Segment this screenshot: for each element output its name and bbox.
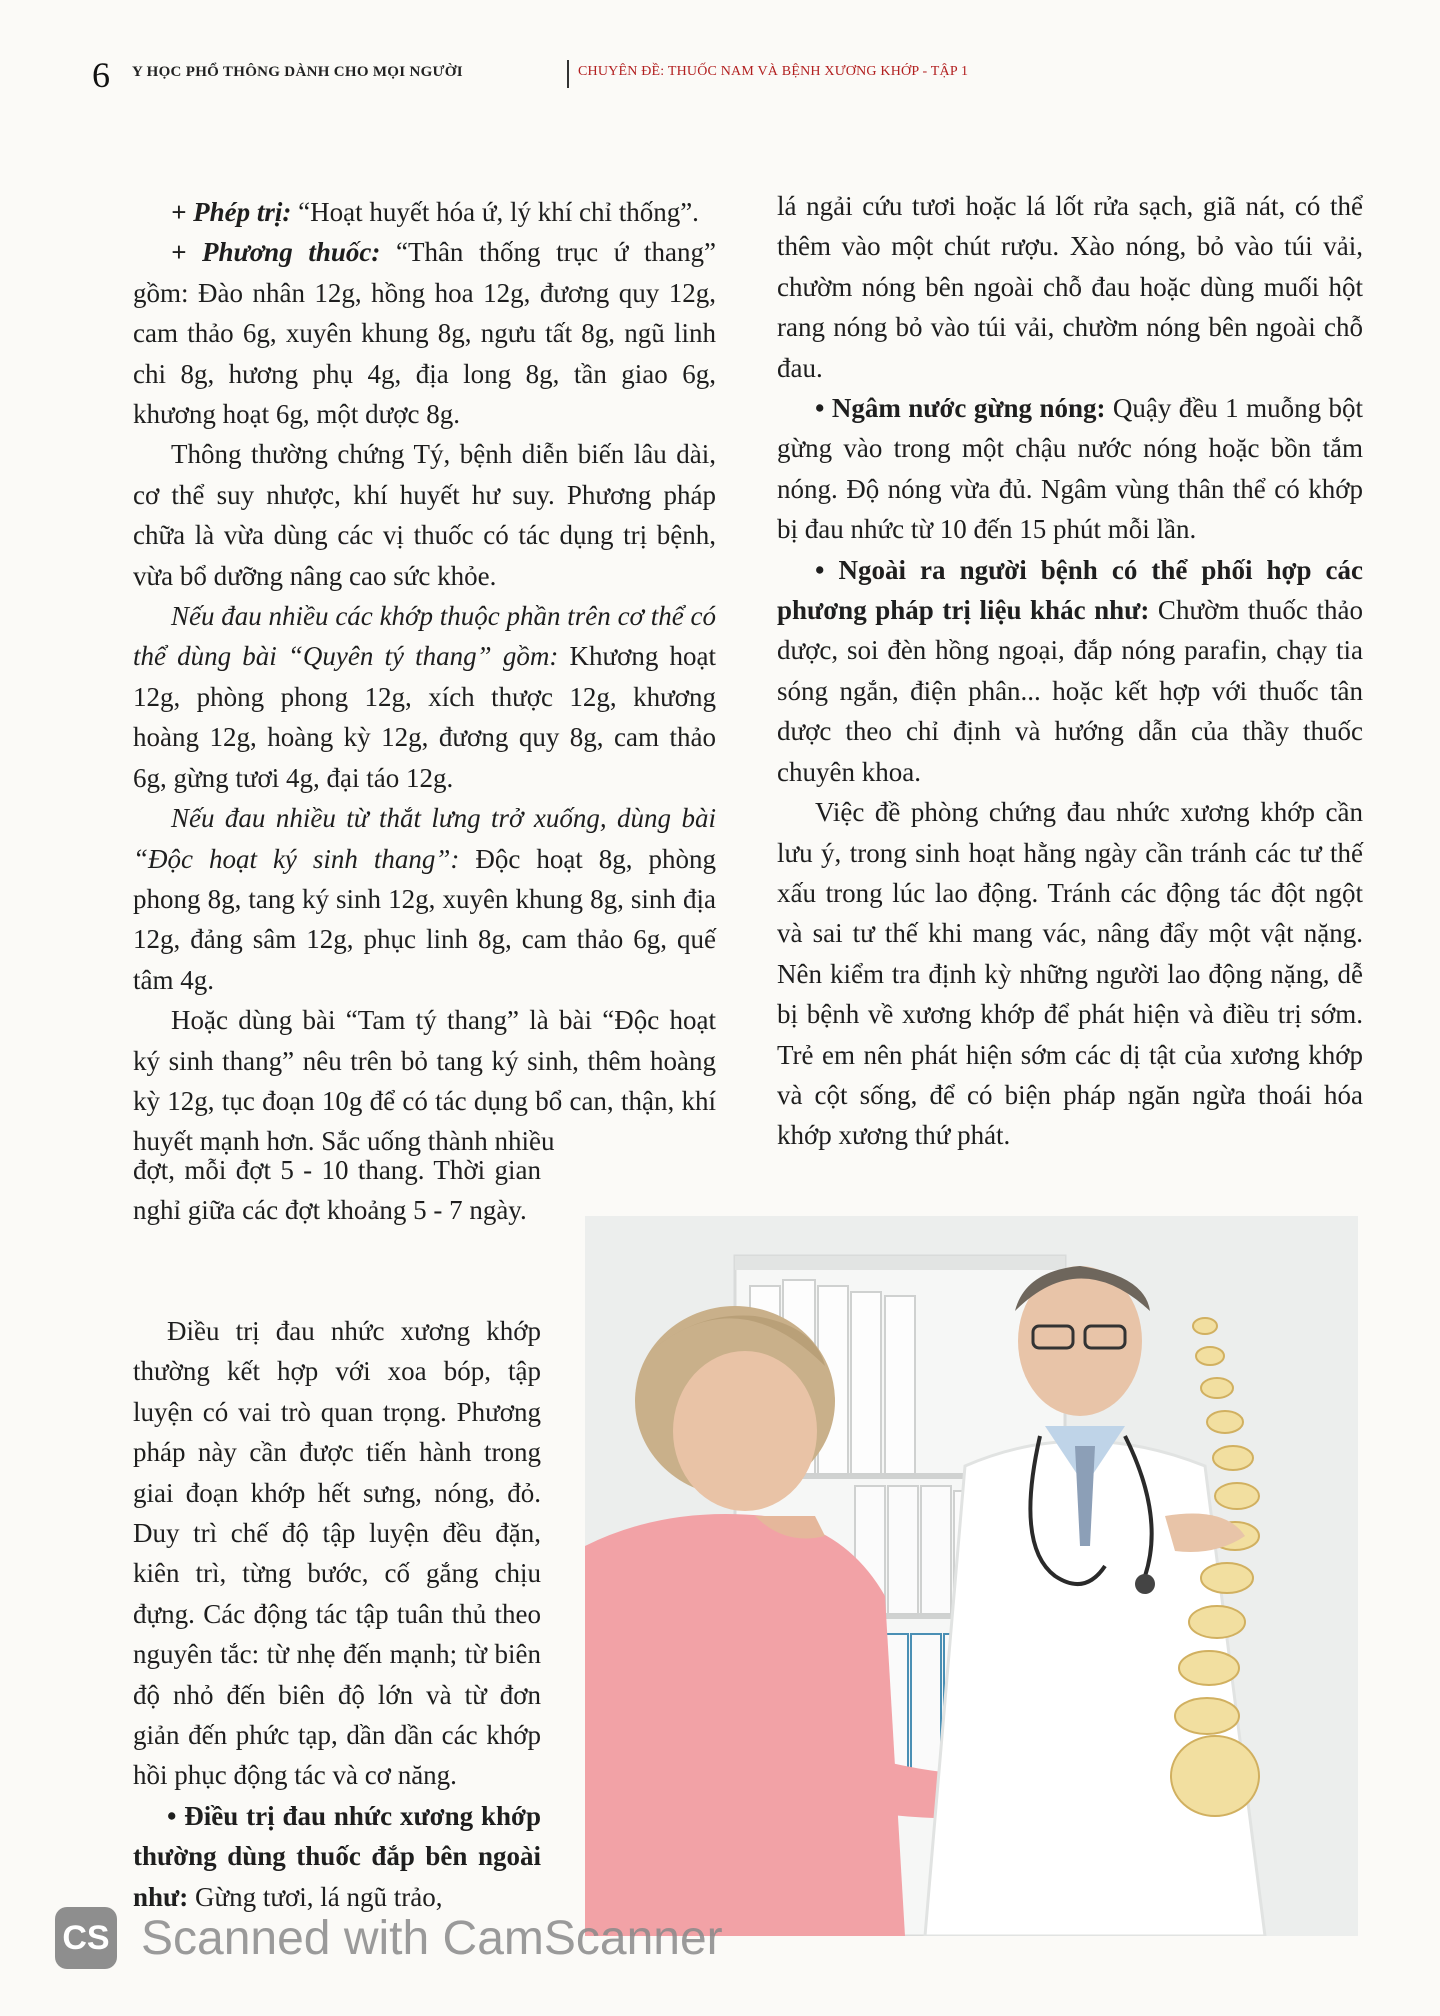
- scanner-watermark: [55, 1907, 755, 1967]
- photo-illustration: [585, 1216, 1358, 1936]
- left-column: [133, 192, 716, 1162]
- paragraph-ty-syndrome: Thông thường chứng Tý, bệnh diễn biến lâu dài, cơ thể suy nhược, khí huyết hư suy. Phương pháp chữa là vừa dùng các vị thuốc có tác dụng trị bệnh, vừa bổ dưỡng nâng cao sức khỏe.: [133, 439, 716, 591]
- series-title: Y HỌC PHỔ THÔNG DÀNH CHO MỌI NGƯỜI: [132, 64, 463, 80]
- paragraph-tam-ty-thang-cont: đợt, mỗi đợt 5 - 10 thang. Thời gian nghỉ giữa các đợt khoảng 5 - 7 ngày.: [133, 1155, 541, 1226]
- paragraph-upper-body: [133, 596, 716, 798]
- bold-external-remedy: Điều trị đau nhức xương khớp thường dùng thuốc đắp bên ngoài như:: [133, 1800, 541, 1912]
- text-external-remedy: Gừng tươi, lá ngũ trảo,: [188, 1881, 443, 1912]
- paragraph-lower-back: [133, 798, 716, 1000]
- narrow-column: [133, 1311, 541, 1917]
- paragraph-massage-exercise: Điều trị đau nhức xương khớp thường kết hợp với xoa bóp, tập luyện có vai trò quan trọng. Phương pháp này cần được tiến hành trong giai đoạn khớp hết sưng, nóng, đỏ. Duy trì chế độ tập luyện đều đặn, kiên trì, từng bước, cố gắng chịu đựng. Các động tác tập tuân thủ theo nguyên tắc: từ nhẹ đến mạnh; từ biên độ nhỏ đến biên độ lớn và từ đơn giản đến phức tạp, dần dần các khớp hồi phục động tác và cơ năng.: [133, 1316, 541, 1791]
- watermark-text: Scanned with CamScanner: [141, 1912, 723, 1965]
- paragraph-tam-ty-thang: Hoặc dùng bài “Tam tý thang” là bài “Độc hoạt ký sinh thang” nêu trên bỏ tang ký sinh, thêm hoàng kỳ 12g, tục đoạn 10g để có tác dụng bổ can, thận, khí huyết mạnh hơn. Sắc uống thành nhiều: [133, 1005, 716, 1157]
- paragraph-prescription: [133, 232, 716, 434]
- paragraph-ginger-soak: [777, 388, 1363, 550]
- bullet-icon: •: [167, 1800, 177, 1831]
- paragraph-herbal-compress: lá ngải cứu tươi hoặc lá lốt rửa sạch, giã nát, có thể thêm vào một chút rượu. Xào nóng, bỏ vào túi vải, chườm nóng bên ngoài chỗ đau hoặc dùng muối hột rang nóng bỏ vào túi vải, chườm nóng bên ngoài chỗ đau.: [777, 191, 1363, 383]
- bullet-icon: •: [815, 554, 825, 585]
- bullet-icon: •: [815, 393, 825, 424]
- doctor-patient-photo: [585, 1216, 1358, 1936]
- text-upper-body: Khương hoạt 12g, phòng phong 12g, xích thược 12g, khương hoàng 12g, hoàng kỳ 12g, đương quy 8g, cam thảo 6g, gừng tươi 4g, đại táo 12g.: [133, 641, 716, 793]
- text-treatment-principle: “Hoạt huyết hóa ứ, lý khí chỉ thống”.: [291, 197, 699, 227]
- paragraph-combined-therapy: [777, 550, 1363, 792]
- camscanner-logo-icon: CS: [55, 1907, 117, 1969]
- italic-lower-back: Nếu đau nhiều từ thắt lưng trở xuống, dùng bài “Độc hoạt ký sinh thang”:: [133, 803, 716, 874]
- bold-ginger-soak: Ngâm nước gừng nóng:: [824, 393, 1106, 424]
- header-divider: [567, 60, 569, 88]
- right-column: [777, 186, 1363, 1156]
- topic-title: CHUYÊN ĐỀ: THUỐC NAM VÀ BỆNH XƯƠNG KHỚP - TẬP 1: [578, 64, 969, 79]
- page-number: 6: [92, 55, 110, 95]
- bold-combined-therapy: Ngoài ra người bệnh có thể phối hợp các phương pháp trị liệu khác như:: [777, 554, 1363, 626]
- paragraph-treatment-principle: [133, 192, 716, 232]
- paragraph-external-remedy: [133, 1796, 541, 1917]
- paragraph-prevention: Việc đề phòng chứng đau nhức xương khớp cần lưu ý, trong sinh hoạt hằng ngày cần tránh các tư thế xấu trong lúc lao động. Tránh các động tác đột ngột và sai tư thế khi mang vác, nâng đẩy một vật nặng. Nên kiểm tra định kỳ những người lao động nặng, dễ bị bệnh về xương khớp để phát hiện và điều trị sớm. Trẻ em nên phát hiện sớm các dị tật của xương khớp và cột sống, để có biện pháp ngăn ngừa thoái hóa khớp xương thứ phát.: [777, 797, 1363, 1151]
- label-prescription: + Phương thuốc:: [171, 237, 381, 268]
- italic-upper-body: Nếu đau nhiều các khớp thuộc phần trên cơ thể có thể dùng bài “Quyên tý thang” gồm:: [133, 601, 716, 672]
- left-column-continuation: [133, 1150, 541, 1231]
- label-treatment-principle: + Phép trị:: [171, 197, 292, 227]
- page-header: [92, 52, 1412, 102]
- text-prescription: “Thân thống trục ứ thang” gồm: Đào nhân 12g, hồng hoa 12g, đương quy 12g, cam thảo 6g, xuyên khung 8g, ngưu tất 8g, ngũ linh chi 8g, hương phụ 4g, địa long 8g, tần giao 6g, khương hoạt 6g, một dược 8g.: [133, 237, 716, 430]
- text-combined-therapy: Chườm thuốc thảo dược, soi đèn hồng ngoại, đắp nóng parafin, chạy tia sóng ngắn, điện phân... hoặc kết hợp với thuốc tân dược theo chỉ định và hướng dẫn của thầy thuốc chuyên khoa.: [777, 595, 1363, 787]
- text-ginger-soak: Quậy đều 1 muỗng bột gừng vào trong một chậu nước nóng hoặc bồn tắm nóng. Độ nóng vừa đủ. Ngâm vùng thân thể có khớp bị đau nhức từ 10 đến 15 phút mỗi lần.: [777, 393, 1363, 545]
- text-lower-back: Độc hoạt 8g, phòng phong 8g, tang ký sinh 12g, xuyên khung 8g, sinh địa 12g, đảng sâm 12g, phục linh 8g, cam thảo 6g, quế tâm 4g.: [133, 843, 716, 995]
